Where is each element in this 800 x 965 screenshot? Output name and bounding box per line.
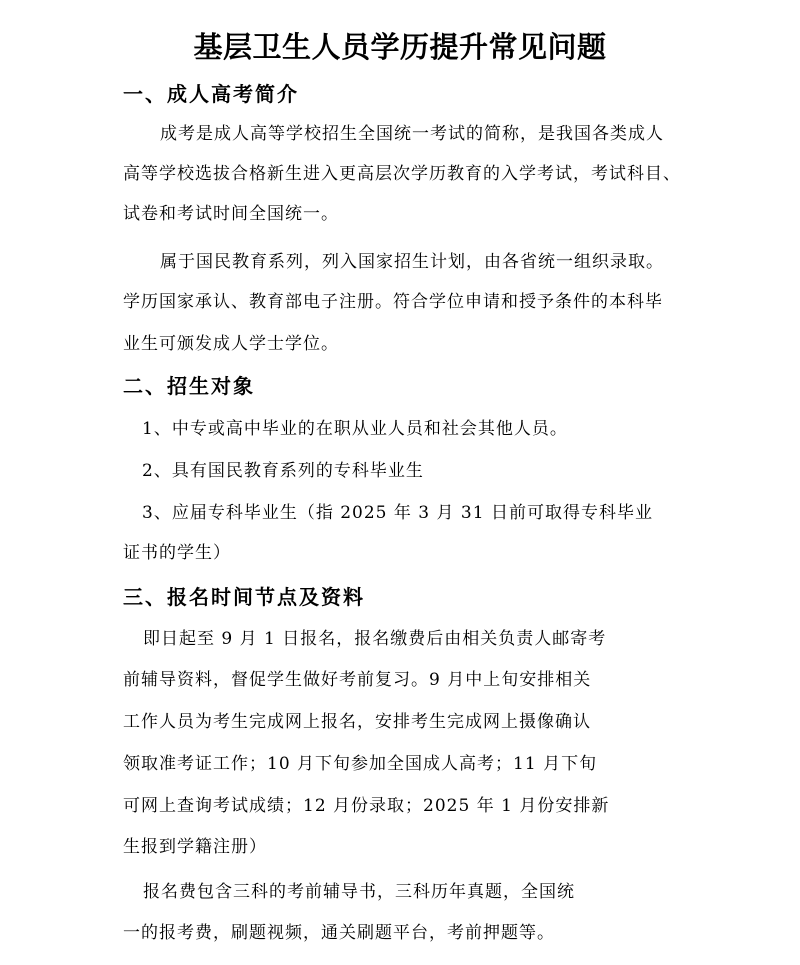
paragraph-line: 即日起至 9 月 1 日报名，报名缴费后由相关负责人邮寄考 bbox=[143, 629, 607, 649]
list-item: 1、中专或高中毕业的在职从业人员和社会其他人员。 bbox=[142, 419, 568, 439]
document-title: 基层卫生人员学历提升常见问题 bbox=[193, 30, 607, 64]
section-heading-eligibility: 二、招生对象 bbox=[123, 374, 255, 398]
paragraph-line: 可网上查询考试成绩；12 月份录取；2025 年 1 月份安排新 bbox=[123, 796, 610, 816]
paragraph-line: 学历国家承认、教育部电子注册。符合学位申请和授予条件的本科毕 bbox=[123, 292, 663, 312]
paragraph-line: 高等学校选拔合格新生进入更高层次学历教育的入学考试，考试科目、 bbox=[123, 164, 681, 184]
paragraph-line: 生报到学籍注册） bbox=[123, 837, 267, 857]
paragraph-line: 试卷和考试时间全国统一。 bbox=[123, 204, 339, 224]
paragraph-line: 成考是成人高等学校招生全国统一考试的简称，是我国各类成人 bbox=[160, 124, 664, 144]
paragraph-line: 工作人员为考生完成网上报名，安排考生完成网上摄像确认 bbox=[123, 712, 591, 732]
paragraph-line: 属于国民教育系列，列入国家招生计划，由各省统一组织录取。 bbox=[160, 252, 664, 272]
list-item: 2、具有国民教育系列的专科毕业生 bbox=[142, 461, 424, 481]
paragraph-line: 一的报考费，刷题视频，通关刷题平台，考前押题等。 bbox=[123, 923, 555, 943]
paragraph-line: 领取准考证工作；10 月下旬参加全国成人高考；11 月下旬 bbox=[123, 754, 598, 774]
list-item: 证书的学生） bbox=[123, 543, 231, 563]
paragraph-line: 业生可颁发成人学士学位。 bbox=[123, 334, 339, 354]
section-heading-schedule: 三、报名时间节点及资料 bbox=[123, 585, 365, 609]
list-item: 3、应届专科毕业生（指 2025 年 3 月 31 日前可取得专科毕业 bbox=[142, 503, 653, 523]
paragraph-line: 前辅导资料，督促学生做好考前复习。9 月中上旬安排相关 bbox=[123, 670, 592, 690]
section-heading-intro: 一、成人高考简介 bbox=[123, 82, 299, 106]
paragraph-line: 报名费包含三科的考前辅导书，三科历年真题，全国统 bbox=[143, 882, 575, 902]
